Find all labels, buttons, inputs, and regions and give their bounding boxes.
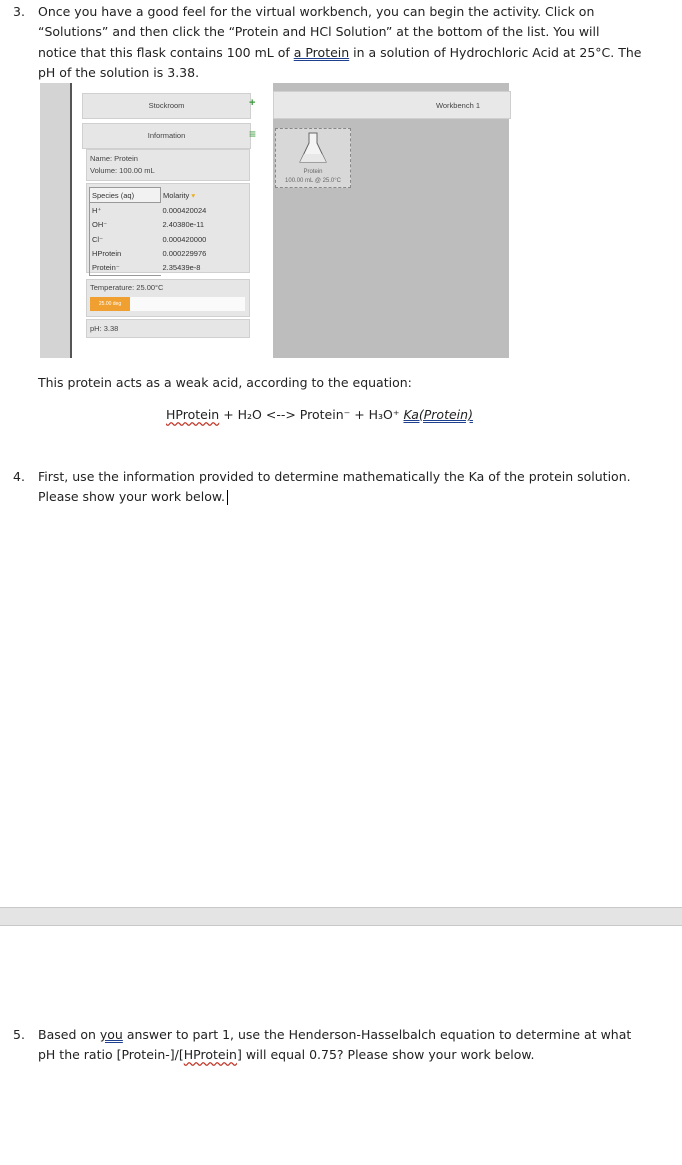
left-pane bbox=[70, 83, 302, 358]
question-3-line-2: “Solutions” and then click the “Protein and HCl Solution” at the bottom of the list. You will bbox=[38, 24, 600, 40]
temperature-bar bbox=[90, 297, 245, 311]
you-word: you bbox=[99, 1027, 123, 1042]
stockroom-tab[interactable]: Stockroom bbox=[82, 93, 251, 119]
text-cursor bbox=[227, 490, 228, 505]
workbench-tab[interactable]: Workbench 1 bbox=[273, 91, 511, 119]
species-table-box bbox=[86, 183, 250, 273]
molarity-header: Molarity ▾ bbox=[163, 190, 196, 200]
flask-icon bbox=[298, 131, 328, 165]
question-3-line-4: pH of the solution is 3.38. bbox=[38, 64, 200, 80]
information-tab[interactable]: Information bbox=[82, 123, 251, 149]
solution-info-box bbox=[86, 149, 250, 181]
solution-name: Name: Protein bbox=[90, 154, 138, 163]
equation-intro: This protein acts as a weak acid, according to the equation: bbox=[38, 375, 412, 390]
question-5-line-2: pH the ratio [Protein-]/[HProtein] will equal 0.75? Please show your work below. bbox=[38, 1047, 535, 1063]
temperature-label: Temperature: 25.00°C bbox=[90, 283, 164, 292]
species-row: Protein⁻ 2.35439e-8 bbox=[90, 260, 246, 275]
question-4-number: 4. bbox=[13, 469, 25, 484]
question-5-line-1: Based on you answer to part 1, use the Henderson-Hasselbalch equation to determine at what bbox=[38, 1027, 632, 1042]
question-4-line-2: Please show your work below. bbox=[38, 487, 668, 507]
hprotein-term: HProtein bbox=[166, 407, 220, 422]
temperature-box bbox=[86, 279, 250, 317]
page-break bbox=[0, 907, 682, 926]
question-3-text bbox=[38, 2, 668, 83]
flask-info: 100.00 mL @ 25.0°C bbox=[285, 178, 341, 184]
question-3-line-3: notice that this flask contains 100 mL of a Protein in a solution of Hydrochloric Acid at 25°C. The bbox=[38, 44, 642, 60]
add-icon[interactable]: + bbox=[249, 97, 256, 109]
equation: HProtein + H₂O <--> Protein⁻ + H₃O⁺ Ka(Protein) bbox=[166, 407, 473, 422]
species-row: HProtein 0.000229976 bbox=[90, 246, 246, 260]
workbench-area[interactable] bbox=[273, 83, 509, 358]
question-4-line-1: First, use the information provided to determine mathematically the Ka of the protein solution. bbox=[38, 469, 631, 484]
question-3 bbox=[0, 2, 682, 84]
a-protein-link[interactable]: a Protein bbox=[293, 44, 350, 60]
species-header: Species (aq) bbox=[90, 188, 161, 203]
ph-box bbox=[86, 319, 250, 338]
temperature-badge[interactable]: 25.00 deg bbox=[90, 297, 130, 311]
question-3-line-1: Once you have a good feel for the virtual workbench, you can begin the activity. Click on bbox=[38, 4, 595, 19]
species-row: Cl⁻ 0.000420000 bbox=[90, 232, 246, 246]
species-row: OH⁻ 2.40380e-11 bbox=[90, 218, 246, 232]
question-3-number: 3. bbox=[13, 4, 25, 19]
solution-volume: Volume: 100.00 mL bbox=[90, 166, 155, 175]
flask-name: Protein bbox=[303, 169, 323, 175]
ph-value: pH: 3.38 bbox=[90, 324, 119, 333]
workbench-screenshot bbox=[40, 83, 509, 358]
flask-item[interactable] bbox=[275, 128, 351, 188]
hprotein-word: HProtein bbox=[183, 1047, 237, 1063]
ka-term: Ka(Protein) bbox=[403, 407, 473, 422]
stack-icon[interactable]: ≡ bbox=[249, 127, 257, 141]
species-table bbox=[89, 187, 246, 276]
species-row: H⁺ 0.000420024 bbox=[90, 203, 246, 218]
question-5-number: 5. bbox=[13, 1027, 25, 1042]
